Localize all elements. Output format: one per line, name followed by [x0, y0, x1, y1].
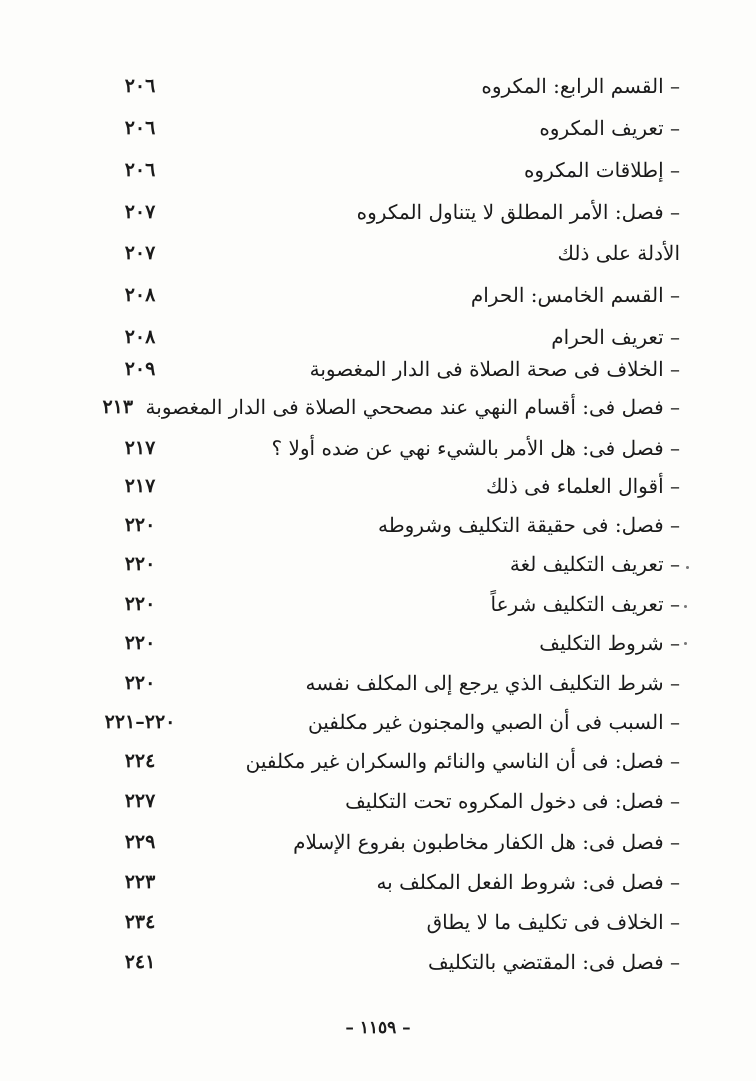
toc-entry	[90, 706, 680, 738]
toc-entry	[90, 906, 680, 938]
scan-speck	[684, 605, 687, 608]
toc-title: الأدلة على ذلك	[557, 241, 680, 265]
toc-entry	[90, 667, 680, 699]
scan-speck	[684, 642, 687, 645]
toc-title: – الخلاف فى صحة الصلاة فى الدار المغصوبة	[309, 357, 680, 381]
toc-title: – فصل: فى دخول المكروه تحت التكليف	[345, 789, 680, 813]
toc-entry	[90, 866, 680, 898]
toc-entry	[90, 112, 680, 144]
toc-entry	[90, 785, 680, 817]
toc-page-number: ٢٢٠	[124, 514, 156, 536]
toc-entry	[90, 627, 680, 659]
scan-speck	[686, 566, 689, 569]
toc-entry	[90, 432, 680, 464]
toc-title: – فصل: الأمر المطلق لا يتناول المكروه	[356, 200, 680, 224]
toc-page-number: ٢٢٠–٢٢١	[104, 711, 176, 733]
toc-page-number: ٢٠٨	[124, 284, 156, 306]
toc-title: – أقوال العلماء فى ذلك	[485, 474, 680, 498]
toc-page-number: ٢٢٠	[124, 672, 156, 694]
toc-page-number: ٢٠٧	[124, 201, 156, 223]
toc-title: – فصل فى: شروط الفعل المكلف به	[376, 870, 680, 894]
toc-title: – فصل فى: أقسام النهي عند مصححي الصلاة فى الدار المغصوبة	[145, 395, 680, 419]
toc-entry	[90, 353, 680, 385]
toc-page-number: ٢٢٠	[124, 553, 156, 575]
toc-title: – تعريف المكروه	[539, 116, 680, 140]
toc-entry	[90, 509, 680, 541]
toc-title: – إطلاقات المكروه	[523, 158, 680, 182]
page-number-footer: – ١١٥٩ –	[345, 1018, 411, 1038]
toc-page-number: ٢٠٧	[124, 242, 156, 264]
toc-title: – تعريف التكليف شرعاً	[490, 592, 680, 616]
toc-title: – فصل فى: المقتضي بالتكليف	[427, 950, 680, 974]
toc-page-number: ٢٠٦	[124, 159, 156, 181]
toc-page-number: ٢٢٣	[124, 871, 156, 893]
toc-page-number: ٢٢٠	[124, 593, 156, 615]
toc-entry	[90, 470, 680, 502]
toc-page-number: ٢٢٧	[124, 790, 156, 812]
toc-entry	[90, 588, 680, 620]
toc-page-number: ٢١٧	[124, 437, 156, 459]
toc-page-number: ٢٢٤	[124, 750, 156, 772]
toc-page-number: ٢٠٨	[124, 326, 156, 348]
toc-page-number: ٢١٣	[102, 396, 134, 418]
toc-page-number: ٢٠٩	[124, 358, 156, 380]
toc-title: – شرط التكليف الذي يرجع إلى المكلف نفسه	[305, 671, 680, 695]
toc-title: – فصل فى: هل الكفار مخاطبون بفروع الإسلام	[293, 830, 680, 854]
toc-entry	[90, 321, 680, 353]
toc-title: – فصل فى: هل الأمر بالشيء نهي عن ضده أولا ؟	[271, 436, 680, 460]
toc-entry	[90, 391, 680, 423]
toc-page-number: ٢٣٤	[124, 911, 156, 933]
toc-title: – السبب فى أن الصبي والمجنون غير مكلفين	[308, 710, 680, 734]
toc-title: – شروط التكليف	[539, 631, 680, 655]
toc-page-number: ٢٠٦	[124, 117, 156, 139]
toc-title: – فصل: فى حقيقة التكليف وشروطه	[377, 513, 680, 537]
toc-entry	[90, 237, 680, 269]
toc-entry	[90, 70, 680, 102]
toc-page-number: ٢٠٦	[124, 75, 156, 97]
toc-entry	[90, 279, 680, 311]
toc-title: – الخلاف فى تكليف ما لا يطاق	[426, 910, 680, 934]
toc-title: – القسم الرابع: المكروه	[481, 74, 680, 98]
toc-page-number: ٢١٧	[124, 475, 156, 497]
toc-entry	[90, 196, 680, 228]
toc-entry	[90, 826, 680, 858]
toc-entry	[90, 946, 680, 978]
toc-entry	[90, 548, 680, 580]
toc-title: – القسم الخامس: الحرام	[470, 283, 680, 307]
toc-page-number: ٢٢٠	[124, 632, 156, 654]
toc-title: – فصل: فى أن الناسي والنائم والسكران غير مكلفين	[245, 749, 680, 773]
toc-page-number: ٢٢٩	[124, 831, 156, 853]
toc-entry	[90, 745, 680, 777]
toc-page-number: ٢٤١	[124, 951, 156, 973]
toc-title: – تعريف التكليف لغة	[509, 552, 680, 576]
toc-title: – تعريف الحرام	[551, 325, 680, 349]
toc-entry	[90, 154, 680, 186]
